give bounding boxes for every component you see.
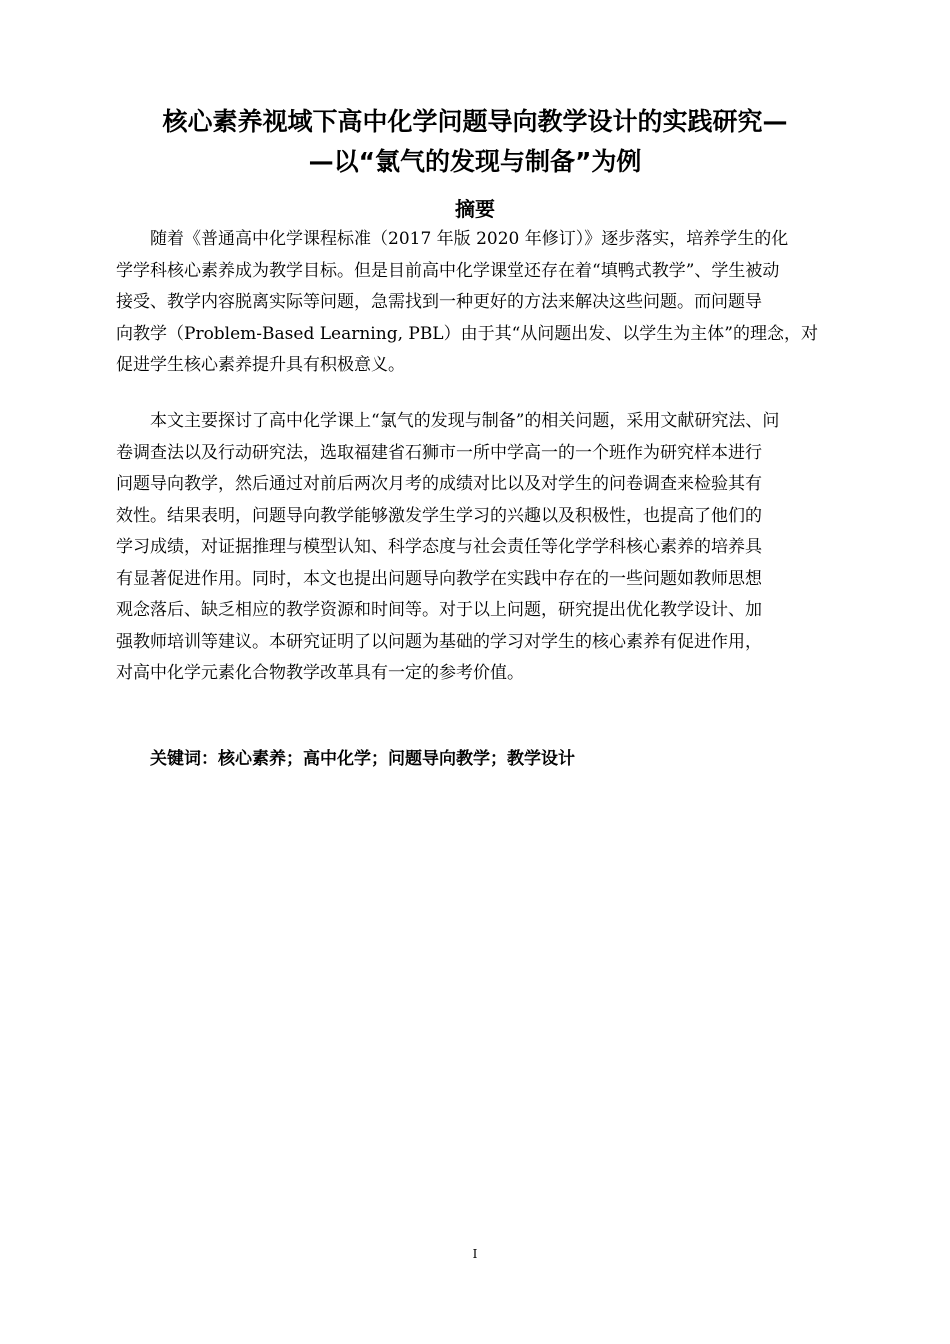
paragraph-line: 随着《普通高中化学课程标准（2017 年版 2020 年修订）》逐步落实，培养学生的化 [150,229,789,249]
paragraph-line: 效性。结果表明，问题导向教学能够激发学生学习的兴趣以及积极性，也提高了他们的 [116,505,762,526]
paragraph-line: 促进学生核心素养提升具有积极意义。 [116,355,405,375]
paragraph-line: 学习成绩，对证据推理与模型认知、科学态度与社会责任等化学学科核心素养的培养具 [116,537,762,557]
title-line-1: 核心素养视域下高中化学问题导向教学设计的实践研究— [162,107,788,136]
paragraph-line: 有显著促进作用。同时，本文也提出问题导向教学在实践中存在的一些问题如教师思想 [116,568,762,589]
paragraph-line: 向教学（Problem-Based Learning, PBL）由于其“从问题出发、以学生为主体”的理念，对 [116,323,818,344]
abstract-heading: 摘要 [455,197,495,221]
paragraph-line: 对高中化学元素化合物教学改革具有一定的参考价值。 [116,663,524,683]
page-number: I [472,1247,478,1261]
document-title [90,102,860,182]
paragraph-line: 接受、教学内容脱离实际等问题，急需找到一种更好的方法来解决这些问题。而问题导 [116,292,762,312]
paragraph-line: 本文主要探讨了高中化学课上“氯气的发现与制备”的相关问题，采用文献研究法、问 [150,411,780,431]
keywords-line: 关键词：核心素养；高中化学；问题导向教学；教学设计 [150,749,575,769]
abstract-paragraph-2 [116,406,856,690]
title-line-2: —以“氯气的发现与制备”为例 [308,147,642,176]
paragraph-line: 学学科核心素养成为教学目标。但是目前高中化学课堂还存在着“填鸭式教学”、学生被动 [116,260,780,281]
paragraph-line: 观念落后、缺乏相应的教学资源和时间等。对于以上问题，研究提出优化教学设计、加 [116,600,762,620]
paragraph-line: 卷调查法以及行动研究法，选取福建省石狮市一所中学高一的一个班作为研究样本进行 [116,442,762,463]
abstract-paragraph-1 [116,224,856,382]
paragraph-line: 问题导向教学，然后通过对前后两次月考的成绩对比以及对学生的问卷调查来检验其有 [116,474,762,494]
paragraph-line: 强教师培训等建议。本研究证明了以问题为基础的学习对学生的核心素养有促进作用， [116,631,762,652]
